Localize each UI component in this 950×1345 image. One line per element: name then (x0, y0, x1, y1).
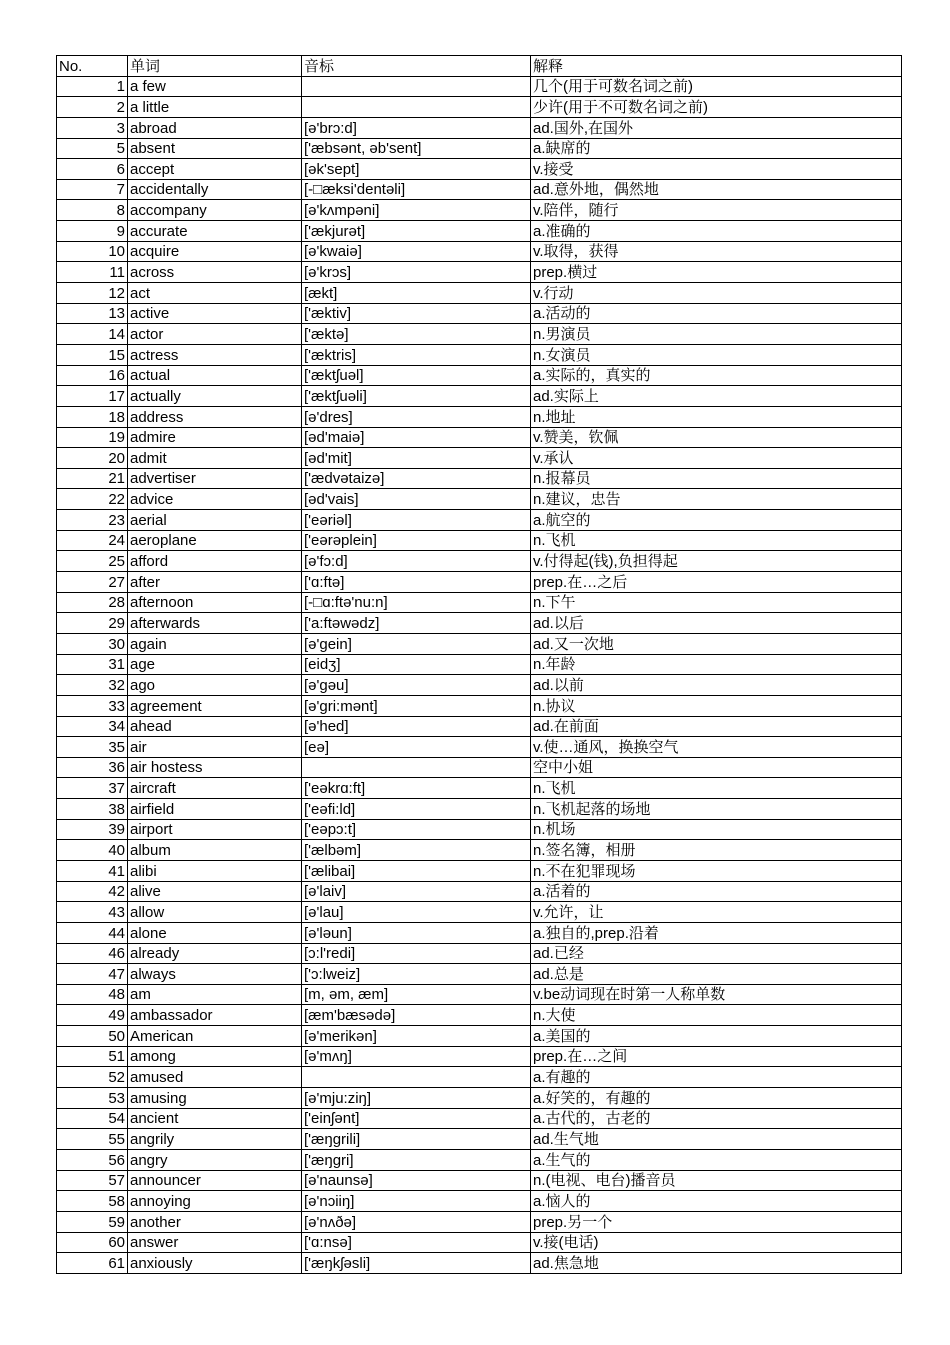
table-row (57, 633, 902, 654)
cell-definition: 几个(用于可数名词之前) (531, 76, 902, 97)
table-row (57, 1005, 902, 1026)
cell-definition: v.陪伴，随行 (531, 200, 902, 221)
cell-definition: v.be动词现在时第一人称单数 (531, 984, 902, 1005)
cell-word: allow (128, 902, 302, 923)
cell-word: ambassador (128, 1005, 302, 1026)
table-row (57, 799, 902, 820)
cell-word: angry (128, 1149, 302, 1170)
cell-phonetic: ['æŋgri] (302, 1149, 531, 1170)
cell-definition: v.付得起(钱),负担得起 (531, 551, 902, 572)
table-row (57, 159, 902, 180)
table-row (57, 1191, 902, 1212)
cell-no: 16 (57, 365, 128, 386)
header-phonetic: 音标 (302, 56, 531, 77)
cell-definition: v.接(电话) (531, 1232, 902, 1253)
cell-word: a little (128, 97, 302, 118)
cell-definition: n.大使 (531, 1005, 902, 1026)
table-row (57, 1211, 902, 1232)
cell-definition: ad.生气地 (531, 1129, 902, 1150)
cell-phonetic (302, 97, 531, 118)
table-row (57, 76, 902, 97)
cell-no: 19 (57, 427, 128, 448)
cell-no: 56 (57, 1149, 128, 1170)
cell-no: 25 (57, 551, 128, 572)
table-row (57, 1129, 902, 1150)
cell-definition: ad.意外地，偶然地 (531, 179, 902, 200)
cell-word: anxiously (128, 1253, 302, 1274)
cell-definition: v.允许，让 (531, 902, 902, 923)
cell-no: 1 (57, 76, 128, 97)
cell-no: 41 (57, 860, 128, 881)
cell-phonetic: [-□æksi'dentəli] (302, 179, 531, 200)
cell-word: acquire (128, 241, 302, 262)
cell-definition: v.使…通风，换换空气 (531, 737, 902, 758)
cell-phonetic: [ɔ:l'redi] (302, 943, 531, 964)
cell-definition: prep.在…之后 (531, 572, 902, 593)
cell-definition: v.行动 (531, 283, 902, 304)
cell-word: accept (128, 159, 302, 180)
table-row (57, 902, 902, 923)
cell-definition: ad.以后 (531, 613, 902, 634)
table-row (57, 922, 902, 943)
cell-word: air (128, 737, 302, 758)
cell-definition: n.男演员 (531, 324, 902, 345)
cell-no: 58 (57, 1191, 128, 1212)
cell-phonetic: [æm'bæsədə] (302, 1005, 531, 1026)
cell-phonetic: [ə'laiv] (302, 881, 531, 902)
cell-phonetic: ['eərəplein] (302, 530, 531, 551)
cell-definition: n.不在犯罪现场 (531, 860, 902, 881)
cell-definition: ad.实际上 (531, 386, 902, 407)
cell-definition: n.下午 (531, 592, 902, 613)
cell-word: aeroplane (128, 530, 302, 551)
cell-word: already (128, 943, 302, 964)
cell-no: 15 (57, 344, 128, 365)
cell-word: age (128, 654, 302, 675)
cell-definition: ad.国外,在国外 (531, 117, 902, 138)
table-row (57, 819, 902, 840)
cell-definition: a.好笑的，有趣的 (531, 1088, 902, 1109)
cell-phonetic: [ə'hed] (302, 716, 531, 737)
cell-phonetic: [ə'nɔiiŋ] (302, 1191, 531, 1212)
cell-definition: n.报幕员 (531, 468, 902, 489)
cell-phonetic (302, 757, 531, 778)
cell-no: 47 (57, 964, 128, 985)
cell-no: 54 (57, 1108, 128, 1129)
cell-no: 40 (57, 840, 128, 861)
cell-definition: a.航空的 (531, 510, 902, 531)
cell-definition: n.地址 (531, 406, 902, 427)
cell-definition: v.赞美，钦佩 (531, 427, 902, 448)
cell-phonetic: [ə'krɔs] (302, 262, 531, 283)
cell-no: 57 (57, 1170, 128, 1191)
cell-definition: n.机场 (531, 819, 902, 840)
cell-word: afternoon (128, 592, 302, 613)
cell-definition: ad.已经 (531, 943, 902, 964)
cell-phonetic: [-□ɑ:ftə'nu:n] (302, 592, 531, 613)
cell-phonetic: [ə'nʌðə] (302, 1211, 531, 1232)
cell-definition: a.有趣的 (531, 1067, 902, 1088)
cell-definition: 少许(用于不可数名词之前) (531, 97, 902, 118)
cell-no: 9 (57, 221, 128, 242)
cell-phonetic: [ə'gri:mənt] (302, 695, 531, 716)
cell-phonetic: [ə'fɔ:d] (302, 551, 531, 572)
cell-phonetic: ['æŋkʃəsli] (302, 1253, 531, 1274)
cell-definition: n.签名簿，相册 (531, 840, 902, 861)
table-row (57, 757, 902, 778)
table-row (57, 551, 902, 572)
cell-word: announcer (128, 1170, 302, 1191)
cell-definition: a.恼人的 (531, 1191, 902, 1212)
cell-no: 37 (57, 778, 128, 799)
cell-no: 30 (57, 633, 128, 654)
cell-phonetic: [ə'gein] (302, 633, 531, 654)
cell-word: air hostess (128, 757, 302, 778)
cell-phonetic: [eidʒ] (302, 654, 531, 675)
cell-word: airfield (128, 799, 302, 820)
cell-word: ago (128, 675, 302, 696)
cell-phonetic: [ə'mju:ziŋ] (302, 1088, 531, 1109)
cell-word: American (128, 1026, 302, 1047)
cell-no: 22 (57, 489, 128, 510)
cell-word: admire (128, 427, 302, 448)
cell-definition: v.取得，获得 (531, 241, 902, 262)
cell-no: 3 (57, 117, 128, 138)
cell-word: annoying (128, 1191, 302, 1212)
cell-no: 36 (57, 757, 128, 778)
cell-definition: prep.在…之间 (531, 1046, 902, 1067)
cell-phonetic: [ək'sept] (302, 159, 531, 180)
cell-phonetic: ['a:ftəwədz] (302, 613, 531, 634)
cell-definition: a.缺席的 (531, 138, 902, 159)
cell-no: 60 (57, 1232, 128, 1253)
table-row (57, 572, 902, 593)
table-row (57, 695, 902, 716)
cell-no: 14 (57, 324, 128, 345)
cell-definition: n.飞机 (531, 778, 902, 799)
cell-phonetic: [eə] (302, 737, 531, 758)
table-row (57, 427, 902, 448)
cell-phonetic: ['æktris] (302, 344, 531, 365)
cell-no: 55 (57, 1129, 128, 1150)
cell-word: advertiser (128, 468, 302, 489)
cell-word: accidentally (128, 179, 302, 200)
cell-no: 2 (57, 97, 128, 118)
cell-definition: ad.焦急地 (531, 1253, 902, 1274)
cell-definition: prep.横过 (531, 262, 902, 283)
cell-no: 12 (57, 283, 128, 304)
cell-no: 52 (57, 1067, 128, 1088)
table-row (57, 283, 902, 304)
table-row (57, 737, 902, 758)
cell-no: 48 (57, 984, 128, 1005)
cell-phonetic: ['eəkrɑ:ft] (302, 778, 531, 799)
cell-phonetic: [ə'naunsə] (302, 1170, 531, 1191)
table-row (57, 840, 902, 861)
cell-phonetic: [ə'mʌŋ] (302, 1046, 531, 1067)
cell-no: 28 (57, 592, 128, 613)
cell-no: 46 (57, 943, 128, 964)
header-definition: 解释 (531, 56, 902, 77)
cell-no: 6 (57, 159, 128, 180)
cell-no: 39 (57, 819, 128, 840)
cell-definition: a.准确的 (531, 221, 902, 242)
table-row (57, 262, 902, 283)
cell-definition: v.承认 (531, 448, 902, 469)
cell-definition: a.美国的 (531, 1026, 902, 1047)
cell-no: 42 (57, 881, 128, 902)
cell-no: 49 (57, 1005, 128, 1026)
cell-no: 61 (57, 1253, 128, 1274)
cell-phonetic: ['ælibai] (302, 860, 531, 881)
cell-word: advice (128, 489, 302, 510)
cell-definition: a.实际的，真实的 (531, 365, 902, 386)
cell-word: among (128, 1046, 302, 1067)
table-row (57, 716, 902, 737)
cell-definition: a.独自的,prep.沿着 (531, 922, 902, 943)
cell-phonetic: ['ælbəm] (302, 840, 531, 861)
cell-word: answer (128, 1232, 302, 1253)
cell-phonetic: [ə'brɔ:d] (302, 117, 531, 138)
cell-word: am (128, 984, 302, 1005)
table-row (57, 984, 902, 1005)
cell-definition: n.女演员 (531, 344, 902, 365)
cell-no: 32 (57, 675, 128, 696)
table-row (57, 406, 902, 427)
cell-definition: a.古代的，古老的 (531, 1108, 902, 1129)
table-row (57, 179, 902, 200)
table-row (57, 324, 902, 345)
cell-phonetic: [ækt] (302, 283, 531, 304)
cell-definition: n.年龄 (531, 654, 902, 675)
cell-no: 17 (57, 386, 128, 407)
cell-phonetic: [ə'kʌmpəni] (302, 200, 531, 221)
cell-word: actress (128, 344, 302, 365)
table-body (57, 76, 902, 1273)
table-row (57, 365, 902, 386)
cell-word: alone (128, 922, 302, 943)
cell-word: absent (128, 138, 302, 159)
table-row (57, 1067, 902, 1088)
table-row (57, 1253, 902, 1274)
table-row (57, 530, 902, 551)
cell-no: 53 (57, 1088, 128, 1109)
cell-word: always (128, 964, 302, 985)
cell-phonetic: ['eəpɔ:t] (302, 819, 531, 840)
cell-phonetic: ['æŋgrili] (302, 1129, 531, 1150)
table-row (57, 344, 902, 365)
table-row (57, 489, 902, 510)
cell-no: 33 (57, 695, 128, 716)
cell-definition: ad.在前面 (531, 716, 902, 737)
cell-phonetic: ['ɔ:lweiz] (302, 964, 531, 985)
cell-phonetic: ['æktiv] (302, 303, 531, 324)
cell-definition: prep.另一个 (531, 1211, 902, 1232)
table-row (57, 97, 902, 118)
cell-no: 18 (57, 406, 128, 427)
cell-phonetic (302, 1067, 531, 1088)
cell-no: 20 (57, 448, 128, 469)
table-row (57, 303, 902, 324)
cell-phonetic: ['ɑ:ftə] (302, 572, 531, 593)
table-row (57, 448, 902, 469)
table-row (57, 964, 902, 985)
table-row (57, 943, 902, 964)
cell-definition: a.活动的 (531, 303, 902, 324)
cell-definition: n.飞机起落的场地 (531, 799, 902, 820)
cell-word: after (128, 572, 302, 593)
cell-definition: 空中小姐 (531, 757, 902, 778)
table-row (57, 881, 902, 902)
cell-no: 21 (57, 468, 128, 489)
table-row (57, 468, 902, 489)
cell-no: 5 (57, 138, 128, 159)
cell-phonetic: ['eəfi:ld] (302, 799, 531, 820)
cell-phonetic: ['æktʃuəl] (302, 365, 531, 386)
cell-phonetic: [ə'merikən] (302, 1026, 531, 1047)
cell-phonetic: ['ædvətaizə] (302, 468, 531, 489)
cell-word: address (128, 406, 302, 427)
table-row (57, 1170, 902, 1191)
table-row (57, 138, 902, 159)
cell-no: 59 (57, 1211, 128, 1232)
cell-word: a few (128, 76, 302, 97)
cell-phonetic: [əd'maiə] (302, 427, 531, 448)
cell-no: 23 (57, 510, 128, 531)
cell-word: accompany (128, 200, 302, 221)
cell-word: afford (128, 551, 302, 572)
cell-definition: n.飞机 (531, 530, 902, 551)
table-row (57, 241, 902, 262)
cell-phonetic: ['æktʃuəli] (302, 386, 531, 407)
cell-word: admit (128, 448, 302, 469)
cell-word: ahead (128, 716, 302, 737)
cell-definition: ad.以前 (531, 675, 902, 696)
table-row (57, 1232, 902, 1253)
cell-definition: a.活着的 (531, 881, 902, 902)
table-row (57, 200, 902, 221)
cell-no: 29 (57, 613, 128, 634)
cell-word: aircraft (128, 778, 302, 799)
cell-no: 43 (57, 902, 128, 923)
cell-phonetic: [ə'kwaiə] (302, 241, 531, 262)
cell-no: 24 (57, 530, 128, 551)
cell-word: afterwards (128, 613, 302, 634)
cell-no: 51 (57, 1046, 128, 1067)
cell-phonetic: [ə'dres] (302, 406, 531, 427)
table-row (57, 1026, 902, 1047)
table-row (57, 221, 902, 242)
cell-no: 13 (57, 303, 128, 324)
cell-word: again (128, 633, 302, 654)
cell-definition: n.建议，忠告 (531, 489, 902, 510)
table-row (57, 1046, 902, 1067)
cell-word: aerial (128, 510, 302, 531)
cell-phonetic: [ə'lau] (302, 902, 531, 923)
cell-definition: n.协议 (531, 695, 902, 716)
cell-word: act (128, 283, 302, 304)
cell-phonetic: ['einʃənt] (302, 1108, 531, 1129)
table-row (57, 1108, 902, 1129)
cell-word: across (128, 262, 302, 283)
cell-phonetic: ['æbsənt, əb'sent] (302, 138, 531, 159)
cell-phonetic: [əd'vais] (302, 489, 531, 510)
cell-word: abroad (128, 117, 302, 138)
cell-no: 50 (57, 1026, 128, 1047)
table-row (57, 860, 902, 881)
table-row (57, 1088, 902, 1109)
cell-word: alive (128, 881, 302, 902)
cell-word: amusing (128, 1088, 302, 1109)
cell-no: 35 (57, 737, 128, 758)
cell-no: 8 (57, 200, 128, 221)
cell-word: amused (128, 1067, 302, 1088)
cell-phonetic: ['ɑ:nsə] (302, 1232, 531, 1253)
cell-phonetic: [m, əm, æm] (302, 984, 531, 1005)
cell-word: ancient (128, 1108, 302, 1129)
cell-definition: v.接受 (531, 159, 902, 180)
cell-word: album (128, 840, 302, 861)
cell-phonetic: [ə'gəu] (302, 675, 531, 696)
table-row (57, 778, 902, 799)
cell-no: 27 (57, 572, 128, 593)
cell-no: 44 (57, 922, 128, 943)
table-row (57, 613, 902, 634)
table-row (57, 510, 902, 531)
cell-definition: a.生气的 (531, 1149, 902, 1170)
table-row (57, 592, 902, 613)
cell-phonetic: ['æktə] (302, 324, 531, 345)
cell-word: airport (128, 819, 302, 840)
cell-phonetic (302, 76, 531, 97)
cell-no: 10 (57, 241, 128, 262)
header-word: 单词 (128, 56, 302, 77)
cell-definition: n.(电视、电台)播音员 (531, 1170, 902, 1191)
header-row (57, 56, 902, 77)
cell-word: another (128, 1211, 302, 1232)
cell-no: 31 (57, 654, 128, 675)
cell-no: 34 (57, 716, 128, 737)
cell-phonetic: [ə'ləun] (302, 922, 531, 943)
cell-definition: ad.总是 (531, 964, 902, 985)
vocabulary-table (56, 55, 902, 1274)
cell-word: active (128, 303, 302, 324)
cell-definition: ad.又一次地 (531, 633, 902, 654)
table-row (57, 675, 902, 696)
cell-phonetic: ['ækjurət] (302, 221, 531, 242)
cell-no: 11 (57, 262, 128, 283)
cell-no: 7 (57, 179, 128, 200)
cell-word: actual (128, 365, 302, 386)
cell-word: actually (128, 386, 302, 407)
cell-word: accurate (128, 221, 302, 242)
table-row (57, 654, 902, 675)
cell-word: actor (128, 324, 302, 345)
header-no: No. (57, 56, 128, 77)
cell-no: 38 (57, 799, 128, 820)
cell-word: angrily (128, 1129, 302, 1150)
cell-word: alibi (128, 860, 302, 881)
table-row (57, 1149, 902, 1170)
table-row (57, 117, 902, 138)
table-row (57, 386, 902, 407)
cell-phonetic: [əd'mit] (302, 448, 531, 469)
cell-word: agreement (128, 695, 302, 716)
cell-phonetic: ['eəriəl] (302, 510, 531, 531)
